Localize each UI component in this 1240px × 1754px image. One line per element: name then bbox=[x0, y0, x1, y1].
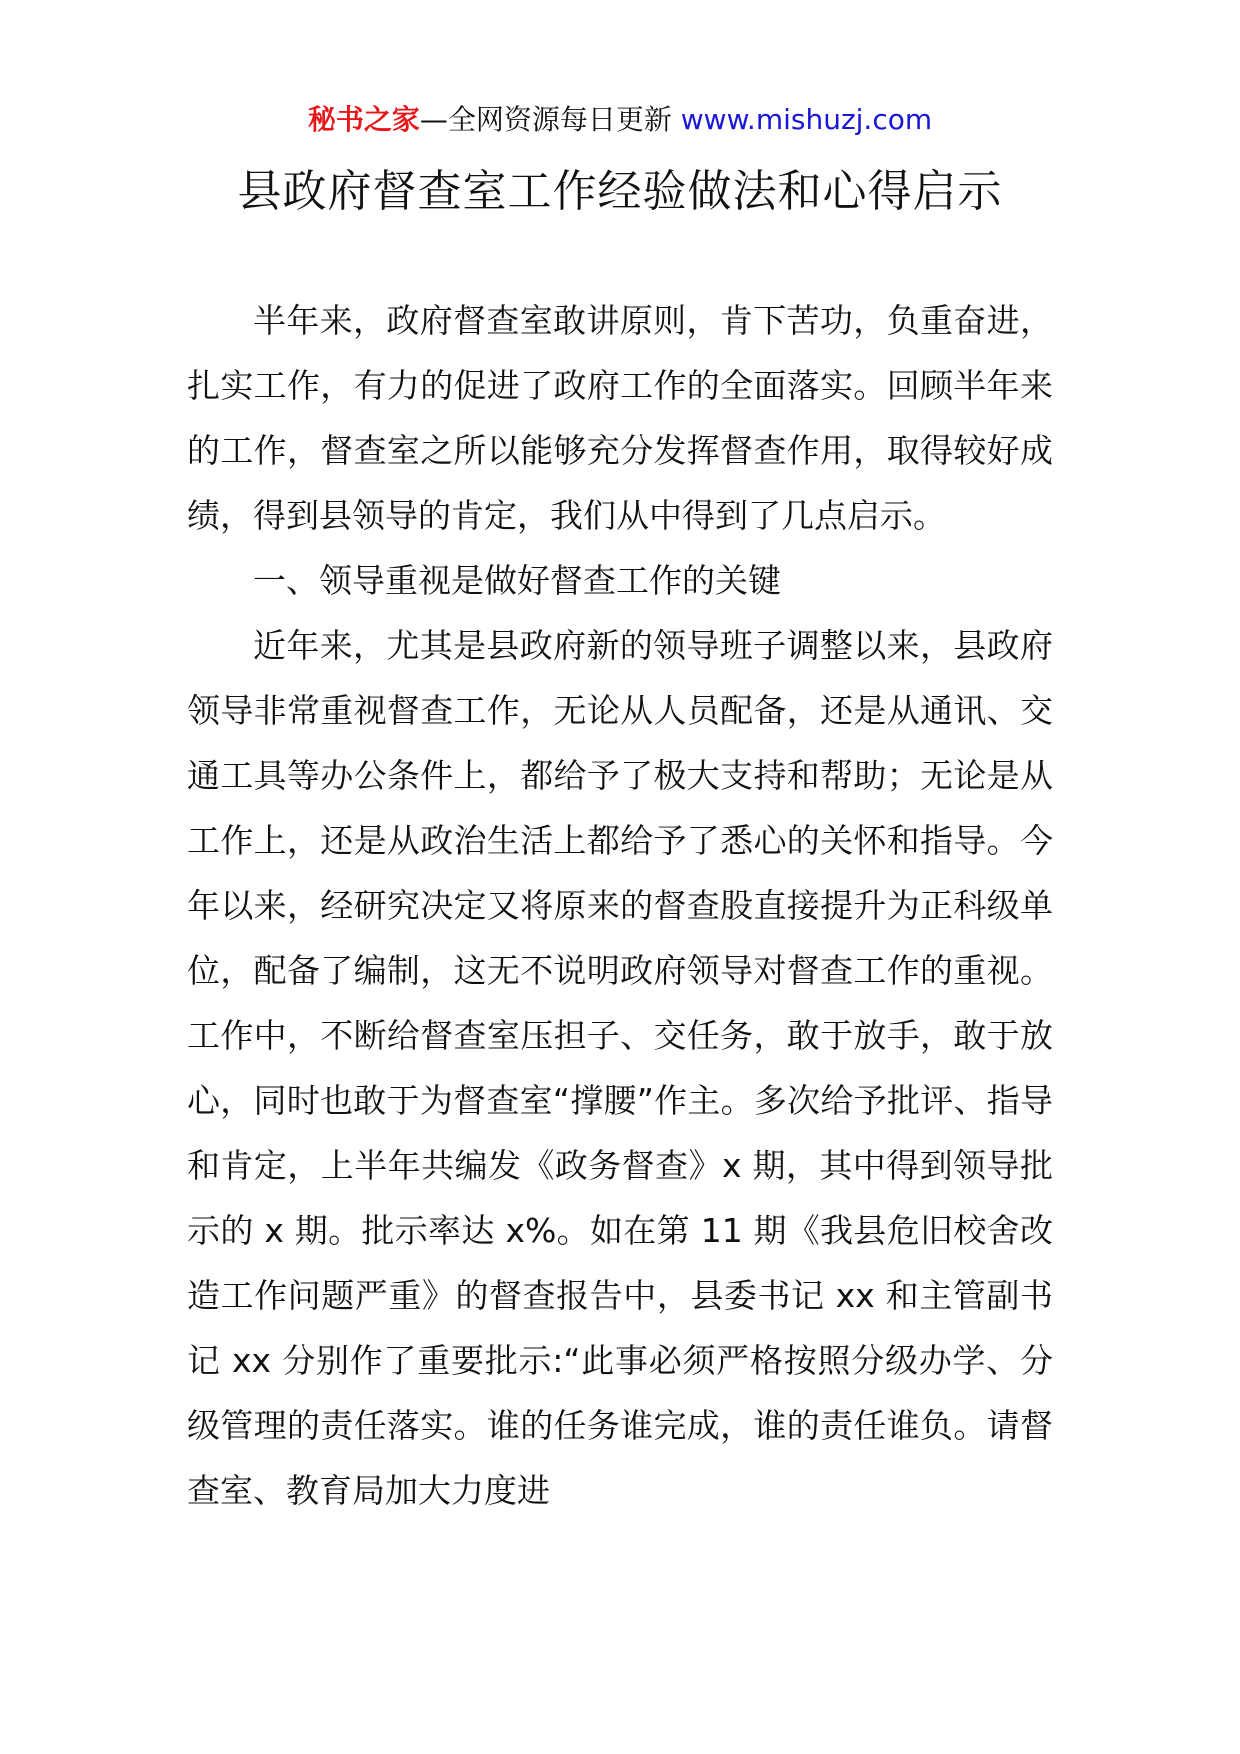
paragraph-intro: 半年来，政府督查室敢讲原则，肯下苦功，负重奋进，扎实工作，有力的促进了政府工作的全面落实。回顾半年来的工作，督查室之所以能够充分发挥督查作用，取得较好成绩，得到县领导的肯定，我们从中得到了几点启示。 bbox=[187, 301, 1053, 535]
paragraph-section-1: 近年来，尤其是县政府新的领导班子调整以来，县政府领导非常重视督查工作，无论从人员配备，还是从通讯、交通工具等办公条件上，都给予了极大支持和帮助；无论是从工作上，还是从政治生活上都给予了悉心的关怀和指导。今年以来，经研究决定又将原来的督查股直接提升为正科级单位，配备了编制，这无不说明政府领导对督查工作的重视。工作中，不断给督查室压担子、交任务，敢于放手，敢于放心，同时也敢于为督查室“撑腰”作主。多次给予批评、指导和肯定，上半年共编发《政务督查》x 期，其中得到领导批示的 x 期。批示率达 x%。如在第 11 期《我县危旧校舍改造工作问题严重》的督查报告中，县委书记 xx 和主管副书记 xx 分别作了重要批示:“此事必须严格按照分级办学、分级管理的责任落实。谁的任务谁完成，谁的责任谁负。请督查室、教育局加大力度进 bbox=[187, 626, 1053, 1510]
site-header bbox=[0, 100, 1240, 140]
header-tagline: —全网资源每日更新 bbox=[419, 103, 681, 136]
site-url-link[interactable]: www.mishuzj.com bbox=[680, 103, 933, 136]
document-title: 县政府督查室工作经验做法和心得启示 bbox=[237, 166, 1003, 217]
brand-name: 秘书之家 bbox=[307, 103, 420, 136]
section-heading-1: 一、领导重视是做好督查工作的关键 bbox=[253, 561, 781, 600]
document-body bbox=[187, 288, 1053, 1523]
